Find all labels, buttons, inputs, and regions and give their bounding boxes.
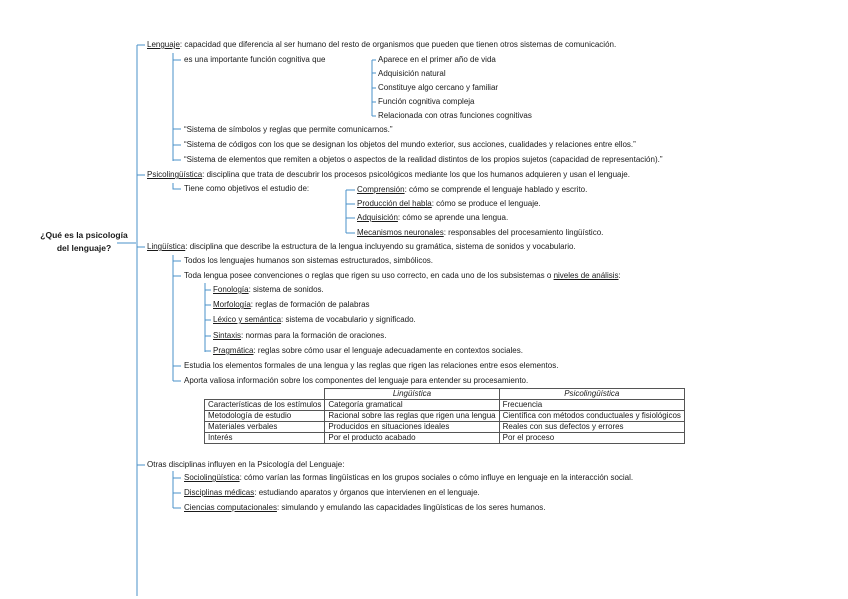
level-term: Fonología: [213, 285, 249, 294]
table-cell: Categoría gramatical: [325, 400, 499, 411]
otras-desc: : simulando y emulando las capacidades lingüísticas de los seres humanos.: [276, 503, 546, 512]
root-line-1: ¿Qué es la psicología: [40, 230, 128, 240]
level-term: Sintaxis: [213, 331, 242, 340]
level-term: Léxico y semántica: [213, 315, 282, 324]
table-cell: Características de los estímulos: [205, 400, 325, 411]
level-desc: : normas para la formación de oraciones.: [241, 331, 387, 340]
objective-term: Adquisición: [357, 213, 398, 222]
objective-item: [357, 213, 508, 223]
function-label: es una importante función cognitiva que: [184, 55, 326, 64]
objective-item: [357, 199, 541, 209]
lenguaje-term: Lenguaje: [147, 40, 180, 49]
lenguaje-quote: “Sistema de elementos que remiten a objetos o aspectos de la realidad distintos de los propios sujetos (capacidad de representación).”: [184, 155, 663, 164]
lenguaje-node: [147, 40, 616, 50]
objective-desc: : responsables del procesamiento lingüístico.: [443, 228, 604, 237]
linguistica-node: [147, 242, 576, 252]
otras-term: Disciplinas médicas: [184, 488, 255, 497]
otras-desc: : estudiando aparatos y órganos que intervienen en el lenguaje.: [254, 488, 480, 497]
otras-desc: : cómo varían las formas lingüísticas en los grupos sociales o cómo influye en lenguaje en la interacción social.: [239, 473, 634, 482]
objective-term: Producción del habla: [357, 199, 432, 208]
lenguaje-def: : capacidad que diferencia al ser humano del resto de organismos que pueden que tienen otros sistemas de comunicación.: [179, 40, 617, 49]
psicolinguistica-def: : disciplina que trata de descubrir los procesos psicológicos mediante los que los humanos adquieren y usan el lenguaje.: [202, 170, 630, 179]
function-item: Constituye algo cercano y familiar: [378, 83, 499, 92]
table-cell: Racional sobre las reglas que rigen una lengua: [325, 411, 499, 422]
otras-label: Otras disciplinas influyen en la Psicología del Lenguaje:: [147, 460, 345, 469]
comparison-table: [204, 388, 685, 444]
objective-desc: : cómo se aprende una lengua.: [397, 213, 509, 222]
linguistica-item: [184, 271, 621, 281]
table-row: [205, 400, 685, 411]
function-item: Función cognitiva compleja: [378, 97, 475, 106]
table-cell: Por el proceso: [499, 433, 684, 444]
level-desc: : sistema de vocabulario y significado.: [281, 315, 416, 324]
otras-term: Ciencias computacionales: [184, 503, 277, 512]
table-cell: Científica con métodos conductuales y fisiológicos: [499, 411, 684, 422]
otras-item: [184, 473, 633, 483]
table-cell: Interés: [205, 433, 325, 444]
table-cell: Frecuencia: [499, 400, 684, 411]
linguistica-item-end: :: [618, 271, 621, 280]
function-item: Adquisición natural: [378, 69, 446, 78]
linguistica-item-text: Toda lengua posee convenciones o reglas que rigen su uso correcto, en cada uno de los subsistemas o: [184, 271, 554, 280]
level-item: [213, 331, 386, 341]
level-item: [213, 315, 416, 325]
table-row: [205, 433, 685, 444]
level-item: [213, 300, 370, 310]
linguistica-item: Todos los lenguajes humanos son sistemas estructurados, simbólicos.: [184, 256, 434, 265]
objective-term: Mecanismos neuronales: [357, 228, 444, 237]
table-cell: Por el producto acabado: [325, 433, 499, 444]
table-row: [205, 422, 685, 433]
objective-desc: : cómo se comprende el lenguaje hablado y escrito.: [404, 185, 588, 194]
level-desc: : reglas de formación de palabras: [250, 300, 370, 309]
objective-term: Comprensión: [357, 185, 405, 194]
table-header-row: [205, 389, 685, 400]
linguistica-item: Aporta valiosa información sobre los componentes del lenguaje para entender su procesamiento.: [184, 376, 529, 385]
otras-item: [184, 503, 546, 513]
objective-item: [357, 185, 587, 195]
linguistica-def: : disciplina que describe la estructura de la lengua incluyendo su gramática, sistema de sonidos y vocabulario.: [185, 242, 576, 251]
level-term: Morfología: [213, 300, 251, 309]
lenguaje-quote: “Sistema de símbolos y reglas que permite comunicarnos.”: [184, 125, 393, 134]
function-item: Aparece en el primer año de vida: [378, 55, 496, 64]
level-desc: : sistema de sonidos.: [248, 285, 324, 294]
function-item: Relacionada con otras funciones cognitivas: [378, 111, 532, 120]
objective-desc: : cómo se produce el lenguaje.: [431, 199, 541, 208]
root-question: [32, 229, 136, 255]
table-cell: Producidos en situaciones ideales: [325, 422, 499, 433]
table-corner: [205, 389, 325, 400]
psicolinguistica-term: Psicolingüística: [147, 170, 203, 179]
lenguaje-quote: “Sistema de códigos con los que se designan los objetos del mundo exterior, sus acciones, cualidades y relaciones entre ellos.”: [184, 140, 636, 149]
psicolinguistica-node: [147, 170, 630, 180]
table-cell: Reales con sus defectos y errores: [499, 422, 684, 433]
table-cell: Materiales verbales: [205, 422, 325, 433]
level-item: [213, 285, 324, 295]
table-row: [205, 411, 685, 422]
level-item: [213, 346, 523, 356]
level-term: Pragmática: [213, 346, 254, 355]
table-cell: Metodología de estudio: [205, 411, 325, 422]
linguistica-term: Lingüística: [147, 242, 186, 251]
level-desc: : reglas sobre cómo usar el lenguaje adecuadamente en contextos sociales.: [253, 346, 523, 355]
table-header: Lingüística: [325, 389, 499, 400]
objectives-label: Tiene como objetivos el estudio de:: [184, 184, 310, 193]
linguistica-item: Estudia los elementos formales de una lengua y las reglas que rigen las relaciones entre esos elementos.: [184, 361, 559, 370]
otras-term: Sociolingüística: [184, 473, 240, 482]
objective-item: [357, 228, 603, 238]
table-header: Psicolingüística: [499, 389, 684, 400]
root-line-2: del lenguaje?: [56, 243, 112, 253]
niveles-term: niveles de análisis: [553, 271, 619, 280]
otras-item: [184, 488, 480, 498]
